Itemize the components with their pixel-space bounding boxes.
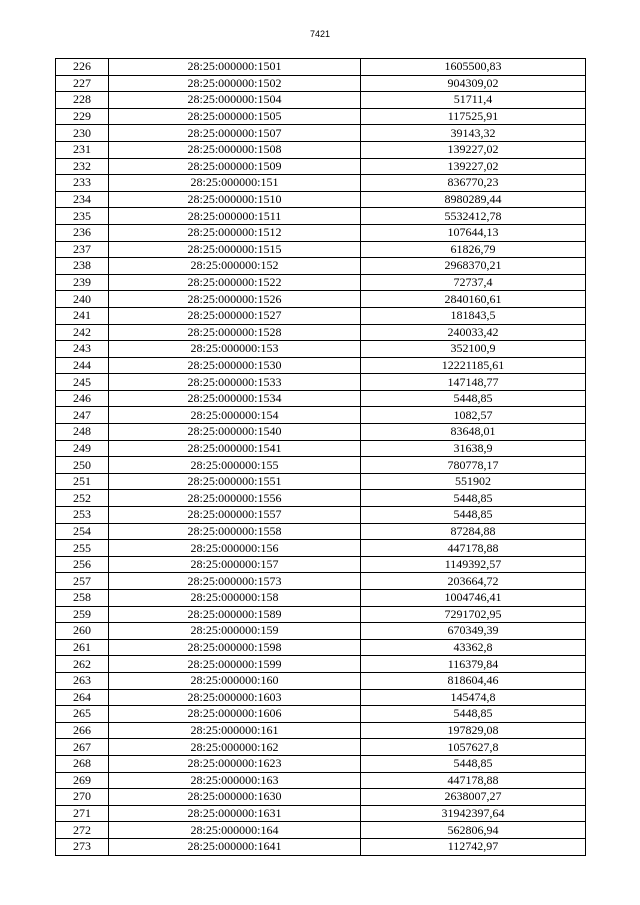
cadastral-number-cell: 28:25:000000:1511 [109, 208, 361, 225]
cadastral-value-cell: 2638007,27 [361, 789, 586, 806]
row-index-cell: 258 [56, 590, 109, 607]
cadastral-value-cell: 139227,02 [361, 141, 586, 158]
row-index-cell: 264 [56, 689, 109, 706]
table-row [56, 274, 586, 291]
cadastral-value-cell: 112742,97 [361, 838, 586, 855]
row-index-cell: 244 [56, 357, 109, 374]
table-row [56, 623, 586, 640]
table-row [56, 291, 586, 308]
row-index-cell: 241 [56, 307, 109, 324]
table-row [56, 490, 586, 507]
row-index-cell: 231 [56, 141, 109, 158]
cadastral-value-cell: 447178,88 [361, 772, 586, 789]
cadastral-value-cell: 12221185,61 [361, 357, 586, 374]
cadastral-value-cell: 197829,08 [361, 722, 586, 739]
cadastral-number-cell: 28:25:000000:160 [109, 672, 361, 689]
table-row [56, 141, 586, 158]
cadastral-number-cell: 28:25:000000:1641 [109, 838, 361, 855]
table-row [56, 606, 586, 623]
cadastral-number-cell: 28:25:000000:1551 [109, 473, 361, 490]
row-index-cell: 251 [56, 473, 109, 490]
cadastral-number-cell: 28:25:000000:1598 [109, 639, 361, 656]
table-row [56, 59, 586, 76]
cadastral-value-cell: 107644,13 [361, 224, 586, 241]
row-index-cell: 237 [56, 241, 109, 258]
cadastral-value-cell: 5448,85 [361, 706, 586, 723]
cadastral-number-cell: 28:25:000000:1505 [109, 108, 361, 125]
cadastral-number-cell: 28:25:000000:163 [109, 772, 361, 789]
cadastral-value-cell: 43362,8 [361, 639, 586, 656]
cadastral-number-cell: 28:25:000000:1556 [109, 490, 361, 507]
row-index-cell: 233 [56, 175, 109, 192]
row-index-cell: 248 [56, 424, 109, 441]
table-row [56, 672, 586, 689]
cadastral-value-cell: 116379,84 [361, 656, 586, 673]
row-index-cell: 249 [56, 440, 109, 457]
cadastral-value-cell: 203664,72 [361, 573, 586, 590]
table-row [56, 822, 586, 839]
row-index-cell: 259 [56, 606, 109, 623]
table-row [56, 556, 586, 573]
row-index-cell: 267 [56, 739, 109, 756]
row-index-cell: 250 [56, 457, 109, 474]
row-index-cell: 243 [56, 341, 109, 358]
row-index-cell: 247 [56, 407, 109, 424]
table-row [56, 224, 586, 241]
row-index-cell: 246 [56, 390, 109, 407]
cadastral-value-cell: 87284,88 [361, 523, 586, 540]
row-index-cell: 230 [56, 125, 109, 142]
table-row [56, 722, 586, 739]
table-row [56, 158, 586, 175]
table-row [56, 457, 586, 474]
row-index-cell: 257 [56, 573, 109, 590]
table-row [56, 341, 586, 358]
table-row [56, 540, 586, 557]
table-row [56, 739, 586, 756]
cadastral-number-cell: 28:25:000000:153 [109, 341, 361, 358]
cadastral-number-cell: 28:25:000000:1573 [109, 573, 361, 590]
cadastral-value-table [55, 58, 586, 856]
table-row [56, 772, 586, 789]
row-index-cell: 238 [56, 258, 109, 275]
row-index-cell: 266 [56, 722, 109, 739]
cadastral-number-cell: 28:25:000000:157 [109, 556, 361, 573]
cadastral-number-cell: 28:25:000000:156 [109, 540, 361, 557]
row-index-cell: 261 [56, 639, 109, 656]
table-row [56, 324, 586, 341]
table-row [56, 639, 586, 656]
row-index-cell: 239 [56, 274, 109, 291]
cadastral-value-cell: 147148,77 [361, 374, 586, 391]
table-row [56, 75, 586, 92]
cadastral-value-cell: 181843,5 [361, 307, 586, 324]
row-index-cell: 234 [56, 191, 109, 208]
cadastral-number-cell: 28:25:000000:1508 [109, 141, 361, 158]
row-index-cell: 260 [56, 623, 109, 640]
row-index-cell: 227 [56, 75, 109, 92]
table-row [56, 307, 586, 324]
table-row [56, 390, 586, 407]
row-index-cell: 263 [56, 672, 109, 689]
table-row [56, 108, 586, 125]
cadastral-number-cell: 28:25:000000:1502 [109, 75, 361, 92]
row-index-cell: 229 [56, 108, 109, 125]
cadastral-value-cell: 1057627,8 [361, 739, 586, 756]
cadastral-value-cell: 447178,88 [361, 540, 586, 557]
cadastral-number-cell: 28:25:000000:1530 [109, 357, 361, 374]
table-row [56, 755, 586, 772]
cadastral-number-cell: 28:25:000000:1522 [109, 274, 361, 291]
cadastral-number-cell: 28:25:000000:1510 [109, 191, 361, 208]
cadastral-value-cell: 5448,85 [361, 507, 586, 524]
cadastral-value-cell: 61826,79 [361, 241, 586, 258]
cadastral-number-cell: 28:25:000000:1589 [109, 606, 361, 623]
cadastral-number-cell: 28:25:000000:1606 [109, 706, 361, 723]
table-row [56, 92, 586, 109]
cadastral-value-cell: 240033,42 [361, 324, 586, 341]
cadastral-number-cell: 28:25:000000:161 [109, 722, 361, 739]
cadastral-number-cell: 28:25:000000:1541 [109, 440, 361, 457]
table-row [56, 407, 586, 424]
table-row [56, 241, 586, 258]
row-index-cell: 262 [56, 656, 109, 673]
cadastral-value-cell: 670349,39 [361, 623, 586, 640]
page-number: 7421 [309, 29, 331, 39]
table-row [56, 191, 586, 208]
table-row [56, 473, 586, 490]
cadastral-value-cell: 83648,01 [361, 424, 586, 441]
table-row [56, 440, 586, 457]
row-index-cell: 252 [56, 490, 109, 507]
cadastral-value-cell: 2968370,21 [361, 258, 586, 275]
cadastral-number-cell: 28:25:000000:159 [109, 623, 361, 640]
table-row [56, 689, 586, 706]
row-index-cell: 273 [56, 838, 109, 855]
row-index-cell: 236 [56, 224, 109, 241]
cadastral-number-cell: 28:25:000000:1557 [109, 507, 361, 524]
cadastral-number-cell: 28:25:000000:1623 [109, 755, 361, 772]
cadastral-number-cell: 28:25:000000:1599 [109, 656, 361, 673]
row-index-cell: 240 [56, 291, 109, 308]
cadastral-value-cell: 5448,85 [361, 755, 586, 772]
cadastral-value-cell: 352100,9 [361, 341, 586, 358]
row-index-cell: 242 [56, 324, 109, 341]
cadastral-number-cell: 28:25:000000:1501 [109, 59, 361, 76]
cadastral-value-cell: 5448,85 [361, 490, 586, 507]
row-index-cell: 268 [56, 755, 109, 772]
cadastral-value-cell: 1149392,57 [361, 556, 586, 573]
row-index-cell: 235 [56, 208, 109, 225]
cadastral-value-cell: 51711,4 [361, 92, 586, 109]
table-row [56, 789, 586, 806]
cadastral-value-cell: 1004746,41 [361, 590, 586, 607]
table-row [56, 208, 586, 225]
row-index-cell: 254 [56, 523, 109, 540]
cadastral-number-cell: 28:25:000000:155 [109, 457, 361, 474]
row-index-cell: 265 [56, 706, 109, 723]
cadastral-value-cell: 117525,91 [361, 108, 586, 125]
cadastral-number-cell: 28:25:000000:152 [109, 258, 361, 275]
row-index-cell: 245 [56, 374, 109, 391]
table-row [56, 523, 586, 540]
cadastral-value-cell: 31638,9 [361, 440, 586, 457]
table-row [56, 357, 586, 374]
cadastral-value-cell: 2840160,61 [361, 291, 586, 308]
cadastral-value-cell: 5448,85 [361, 390, 586, 407]
cadastral-value-cell: 7291702,95 [361, 606, 586, 623]
cadastral-value-cell: 72737,4 [361, 274, 586, 291]
cadastral-value-cell: 818604,46 [361, 672, 586, 689]
table-row [56, 805, 586, 822]
cadastral-number-cell: 28:25:000000:1527 [109, 307, 361, 324]
cadastral-number-cell: 28:25:000000:1507 [109, 125, 361, 142]
cadastral-number-cell: 28:25:000000:154 [109, 407, 361, 424]
table-row [56, 590, 586, 607]
cadastral-number-cell: 28:25:000000:1603 [109, 689, 361, 706]
cadastral-value-cell: 39143,32 [361, 125, 586, 142]
cadastral-number-cell: 28:25:000000:1533 [109, 374, 361, 391]
cadastral-number-cell: 28:25:000000:1630 [109, 789, 361, 806]
row-index-cell: 226 [56, 59, 109, 76]
cadastral-value-cell: 8980289,44 [361, 191, 586, 208]
row-index-cell: 271 [56, 805, 109, 822]
cadastral-number-cell: 28:25:000000:151 [109, 175, 361, 192]
cadastral-value-cell: 1605500,83 [361, 59, 586, 76]
cadastral-number-cell: 28:25:000000:1504 [109, 92, 361, 109]
cadastral-value-cell: 31942397,64 [361, 805, 586, 822]
cadastral-number-cell: 28:25:000000:1540 [109, 424, 361, 441]
cadastral-number-cell: 28:25:000000:1534 [109, 390, 361, 407]
cadastral-value-cell: 904309,02 [361, 75, 586, 92]
cadastral-value-cell: 780778,17 [361, 457, 586, 474]
table-row [56, 507, 586, 524]
row-index-cell: 255 [56, 540, 109, 557]
row-index-cell: 269 [56, 772, 109, 789]
cadastral-number-cell: 28:25:000000:158 [109, 590, 361, 607]
cadastral-value-cell: 139227,02 [361, 158, 586, 175]
cadastral-number-cell: 28:25:000000:1526 [109, 291, 361, 308]
table-row [56, 838, 586, 855]
row-index-cell: 272 [56, 822, 109, 839]
cadastral-value-cell: 1082,57 [361, 407, 586, 424]
cadastral-number-cell: 28:25:000000:1512 [109, 224, 361, 241]
cadastral-value-cell: 551902 [361, 473, 586, 490]
cadastral-value-cell: 5532412,78 [361, 208, 586, 225]
cadastral-value-cell: 145474,8 [361, 689, 586, 706]
table-row [56, 424, 586, 441]
cadastral-number-cell: 28:25:000000:1528 [109, 324, 361, 341]
cadastral-number-cell: 28:25:000000:164 [109, 822, 361, 839]
table-row [56, 175, 586, 192]
cadastral-number-cell: 28:25:000000:1631 [109, 805, 361, 822]
row-index-cell: 256 [56, 556, 109, 573]
row-index-cell: 253 [56, 507, 109, 524]
cadastral-number-cell: 28:25:000000:1515 [109, 241, 361, 258]
cadastral-value-cell: 562806,94 [361, 822, 586, 839]
cadastral-number-cell: 28:25:000000:1509 [109, 158, 361, 175]
cadastral-value-cell: 836770,23 [361, 175, 586, 192]
table-row [56, 125, 586, 142]
table-row [56, 656, 586, 673]
cadastral-number-cell: 28:25:000000:162 [109, 739, 361, 756]
table-row [56, 573, 586, 590]
table-row [56, 374, 586, 391]
table-body [56, 59, 586, 856]
row-index-cell: 232 [56, 158, 109, 175]
row-index-cell: 228 [56, 92, 109, 109]
table-row [56, 258, 586, 275]
cadastral-number-cell: 28:25:000000:1558 [109, 523, 361, 540]
table-row [56, 706, 586, 723]
row-index-cell: 270 [56, 789, 109, 806]
